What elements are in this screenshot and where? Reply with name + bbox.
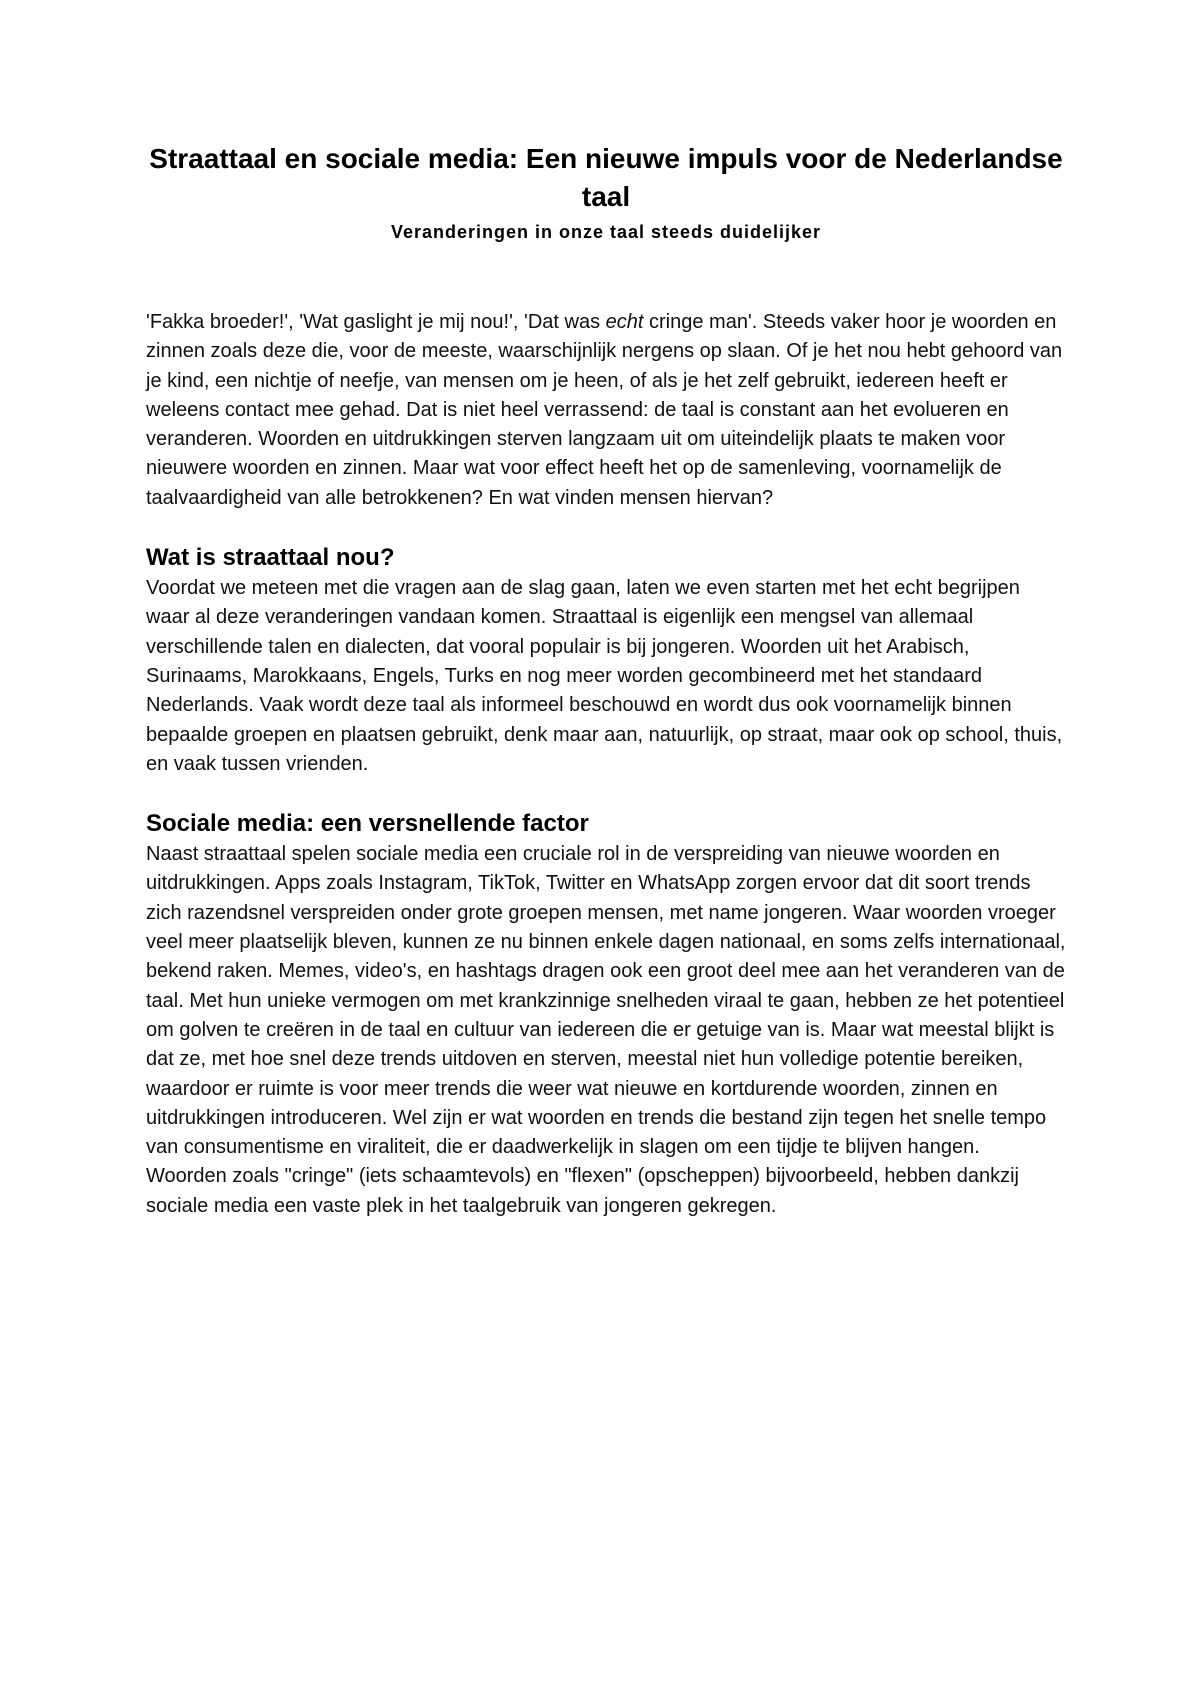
section-heading-sociale-media: Sociale media: een versnellende factor: [146, 810, 589, 838]
page-title: Straattaal en sociale media: Een nieuwe impuls voor de Nederlandse taal: [149, 143, 1063, 212]
intro-emphasis: echt: [605, 311, 644, 333]
intro-text-end: cringe man'. Steeds vaker hoor je woorden en zinnen zoals deze die, voor de meeste, waarschijnlijk nergens op slaan. Of je het nou hebt gehoord van je kind, een nichtje of neefje, van mensen om je heen, of als je het zelf gebruikt, iedereen heeft er weleens contact mee gehad. Dat is niet heel verrassend: de taal is constant aan het evolueren en veranderen. Woorden en uitdrukkingen sterven langzaam uit om uiteindelijk plaats te maken voor nieuwere woorden en zinnen. Maar wat voor effect heeft het op de samenleving, voornamelijk de taalvaardigheid van alle betrokkenen? En wat vinden mensen hiervan?: [146, 311, 1063, 509]
intro-text-start: 'Fakka broeder!', 'Wat gaslight je mij nou!', 'Dat was: [146, 311, 606, 333]
document-page: [146, 140, 1066, 1221]
section-body-straattaal: Voordat we meteen met die vragen aan de slag gaan, laten we even starten met het echt begrijpen waar al deze veranderingen vandaan komen. Straattaal is eigenlijk een mengsel van allemaal verschillende talen en dialecten, dat vooral populair is bij jongeren. Woorden uit het Arabisch, Surinaams, Marokkaans, Engels, Turks en nog meer worden gecombineerd met het standaard Nederlands. Vaak wordt deze taal als informeel beschouwd en wordt dus ook voornamelijk binnen bepaalde groepen en plaatsen gebruikt, denk maar aan, natuurlijk, op straat, maar ook op school, thuis, en vaak tussen vrienden.: [146, 577, 1063, 775]
page-subtitle: Veranderingen in onze taal steeds duidelijker: [390, 222, 822, 242]
intro-paragraph: [146, 308, 1066, 513]
section-body-sociale-media: Naast straattaal spelen sociale media een cruciale rol in de verspreiding van nieuwe woorden en uitdrukkingen. Apps zoals Instagram, TikTok, Twitter en WhatsApp zorgen ervoor dat dit soort trends zich razendsnel verspreiden onder grote groepen mensen, met name jongeren. Waar woorden vroeger veel meer plaatselijk bleven, kunnen ze nu binnen enkele dagen nationaal, en soms zelfs internationaal, bekend raken. Memes, video's, en hashtags dragen ook een groot deel mee aan het veranderen van de taal. Met hun unieke vermogen om met krankzinnige snelheden viraal te gaan, hebben ze het potentieel om golven te creëren in de taal en cultuur van iedereen die er getuige van is. Maar wat meestal blijkt is dat ze, met hoe snel deze trends uitdoven en sterven, meestal niet hun volledige potentie bereiken, waardoor er ruimte is voor meer trends die weer wat nieuwe en kortdurende woorden, zinnen en uitdrukkingen introduceren. Wel zijn er wat woorden en trends die bestand zijn tegen het snelle tempo van consumentisme en viraliteit, die er daadwerkelijk in slagen om een tijdje te blijven hangen. Woorden zoals "cringe" (iets schaamtevols) en "flexen" (opscheppen) bijvoorbeeld, hebben dankzij sociale media een vaste plek in het taalgebruik van jongeren gekregen.: [146, 843, 1066, 1217]
section-heading-straattaal: Wat is straattaal nou?: [146, 544, 395, 572]
